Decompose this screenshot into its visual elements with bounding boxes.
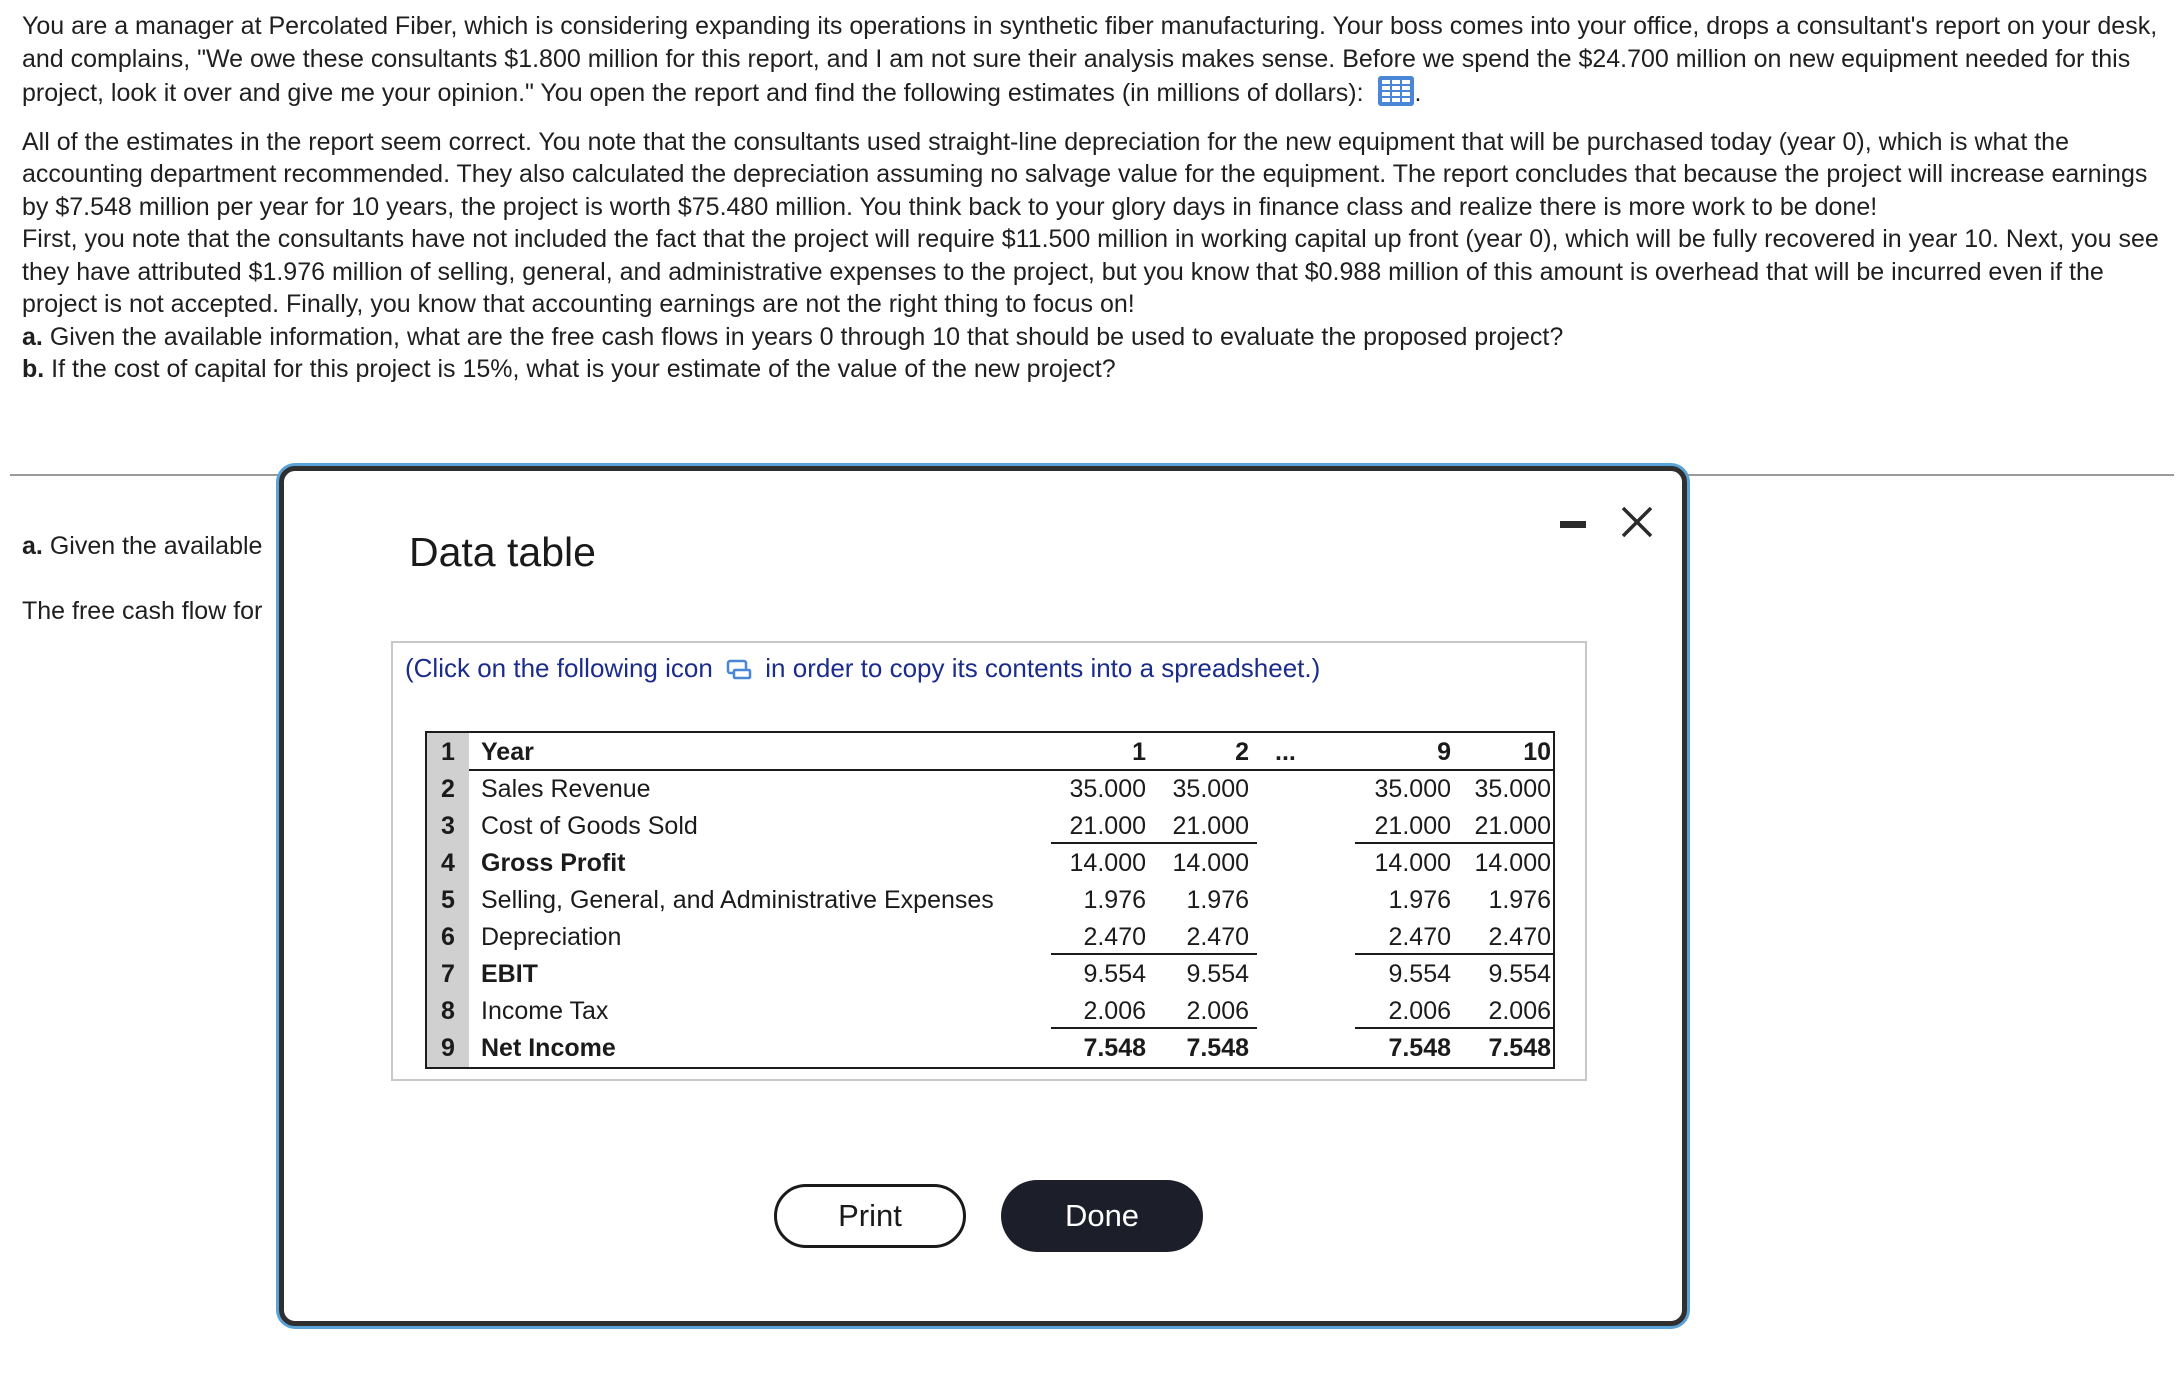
- print-button[interactable]: Print: [774, 1184, 966, 1248]
- cell-year-9: 21.000: [1374, 812, 1451, 840]
- row-number: 3: [441, 812, 455, 840]
- cell-year-10: 35.000: [1474, 775, 1551, 803]
- answer-a-text: Given the available: [49, 532, 263, 560]
- table-row: [427, 992, 1553, 1029]
- cell-year-9: 2.006: [1388, 997, 1451, 1025]
- copy-instruction: [405, 653, 1320, 687]
- question-b-text: If the cost of capital for this project is 15%, what is your estimate of the value of the new project?: [51, 355, 1116, 383]
- data-grid: [425, 731, 1555, 1069]
- row-label: Depreciation: [481, 923, 622, 951]
- data-table-dialog: [279, 466, 1687, 1326]
- header-rule: [469, 769, 1553, 771]
- cell-year-1: 21.000: [1069, 812, 1146, 840]
- cell-year-10: 21.000: [1474, 812, 1551, 840]
- cell-year-2: 14.000: [1172, 849, 1249, 877]
- dialog-title: Data table: [409, 529, 596, 575]
- problem-statement: [22, 10, 2172, 386]
- row-label: Year: [481, 738, 534, 766]
- copyable-table-container: [391, 641, 1587, 1081]
- row-number: 5: [441, 886, 455, 914]
- cell-year-1: 1.976: [1083, 886, 1146, 914]
- row-number: 1: [441, 738, 455, 766]
- ebit-rule-right: [1355, 953, 1555, 955]
- cell-year-9: 7.548: [1388, 1034, 1451, 1062]
- answer-a-prompt: [22, 532, 262, 561]
- copy-instruction-after: in order to copy its contents into a spreadsheet.): [765, 653, 1321, 683]
- table-row: [427, 918, 1553, 955]
- question-a-text: Given the available information, what are the free cash flows in years 0 through 10 that should be used to evaluate the proposed project?: [49, 322, 1564, 351]
- cell-year-2: 2.470: [1186, 923, 1249, 951]
- cell-year-10: 7.548: [1488, 1034, 1551, 1062]
- year-2-header: 2: [1235, 738, 1249, 766]
- row-label: Gross Profit: [481, 849, 626, 877]
- cell-year-10: 14.000: [1474, 849, 1551, 877]
- net-income-rule-right: [1355, 1027, 1555, 1029]
- table-row: [427, 807, 1553, 844]
- copy-to-spreadsheet-icon[interactable]: [726, 656, 752, 687]
- answer-a-label: a.: [22, 532, 43, 560]
- row-label: Selling, General, and Administrative Expenses: [481, 886, 994, 914]
- row-label: Sales Revenue: [481, 775, 651, 803]
- table-header-row: [427, 733, 1553, 770]
- table-row: [427, 881, 1553, 918]
- cell-year-9: 2.470: [1388, 923, 1451, 951]
- question-b-label: b.: [22, 355, 45, 383]
- cell-year-10: 2.470: [1488, 923, 1551, 951]
- cell-year-10: 2.006: [1488, 997, 1551, 1025]
- cell-year-2: 9.554: [1186, 960, 1249, 988]
- table-row: [427, 1029, 1553, 1066]
- question-a: [22, 321, 2172, 354]
- row-number: 2: [441, 775, 455, 803]
- question-b: [22, 353, 2172, 386]
- cell-year-2: 7.548: [1186, 1034, 1249, 1062]
- ellipsis-header: ...: [1275, 738, 1296, 766]
- table-row: [427, 770, 1553, 807]
- cell-year-1: 2.006: [1083, 997, 1146, 1025]
- problem-paragraph-3: First, you note that the consultants have not included the fact that the project will require $11.500 million in working capital up front (year 0), which will be fully recovered in year 10. Next, you see they have attributed $1.976 million of selling, general, and administrative expenses to the project, but you know that $0.988 million of this amount is overhead that will be incurred even if the project is not accepted. Finally, you know that accounting earnings are not the right thing to focus on!: [22, 225, 2159, 318]
- cell-year-2: 21.000: [1172, 812, 1249, 840]
- cell-year-2: 1.976: [1186, 886, 1249, 914]
- net-income-rule-left: [1051, 1027, 1257, 1029]
- cell-year-1: 35.000: [1069, 775, 1146, 803]
- cell-year-1: 9.554: [1083, 960, 1146, 988]
- problem-text-1-end: .: [1414, 79, 1422, 107]
- cell-year-10: 1.976: [1488, 886, 1551, 914]
- year-10-header: 10: [1523, 738, 1551, 766]
- table-row: [427, 844, 1553, 881]
- cell-year-9: 14.000: [1374, 849, 1451, 877]
- problem-paragraph-2: All of the estimates in the report seem correct. You note that the consultants used straight-line depreciation for the new equipment that will be purchased today (year 0), which is what the accounting department recommended. They also calculated the depreciation assuming no salvage value for the equipment. The report concludes that because the project will increase earnings by $7.548 million per year for 10 years, the project is worth $75.480 million. You think back to your glory days in finance class and realize there is more work to be done!: [22, 127, 2148, 221]
- year-1-header: 1: [1132, 738, 1146, 766]
- cell-year-2: 2.006: [1186, 997, 1249, 1025]
- cell-year-9: 9.554: [1388, 960, 1451, 988]
- problem-text-1: You are a manager at Percolated Fiber, which is considering expanding its operations in synthetic fiber manufacturing. Your boss comes into your office, drops a consultant's report on your desk, and complains, "We owe these consultants $1.800 million for this report, and I am not sure their analysis makes sense. Before we spend the $24.700 million on new equipment needed for this project, look it over and give me your opinion." You open the report and find the following estimates (in millions of dollars):: [22, 12, 2158, 107]
- row-number: 6: [441, 923, 455, 951]
- free-cash-flow-prompt: The free cash flow for: [22, 597, 263, 625]
- done-button[interactable]: Done: [1001, 1180, 1203, 1252]
- cell-year-1: 14.000: [1069, 849, 1146, 877]
- year-9-header: 9: [1437, 738, 1451, 766]
- row-number: 7: [441, 960, 455, 988]
- row-number: 4: [441, 849, 455, 877]
- row-label: Net Income: [481, 1034, 616, 1062]
- data-table-icon[interactable]: [1377, 75, 1415, 116]
- question-a-label: a.: [22, 322, 43, 351]
- table-row: [427, 955, 1553, 992]
- subtotal-rule-right: [1355, 842, 1555, 844]
- minimize-icon[interactable]: [1550, 499, 1596, 545]
- row-label: Income Tax: [481, 997, 609, 1025]
- ebit-rule-left: [1051, 953, 1257, 955]
- problem-paragraph-1: [22, 10, 2172, 116]
- cell-year-9: 1.976: [1388, 886, 1451, 914]
- subtotal-rule-left: [1051, 842, 1257, 844]
- row-number: 9: [441, 1034, 455, 1062]
- copy-instruction-before: (Click on the following icon: [405, 653, 713, 683]
- cell-year-1: 7.548: [1083, 1034, 1146, 1062]
- close-icon[interactable]: [1614, 499, 1660, 545]
- row-number: 8: [441, 997, 455, 1025]
- cell-year-10: 9.554: [1488, 960, 1551, 988]
- cell-year-2: 35.000: [1172, 775, 1249, 803]
- cell-year-9: 35.000: [1374, 775, 1451, 803]
- row-label: Cost of Goods Sold: [481, 812, 698, 840]
- cell-year-1: 2.470: [1083, 923, 1146, 951]
- row-label: EBIT: [481, 960, 538, 988]
